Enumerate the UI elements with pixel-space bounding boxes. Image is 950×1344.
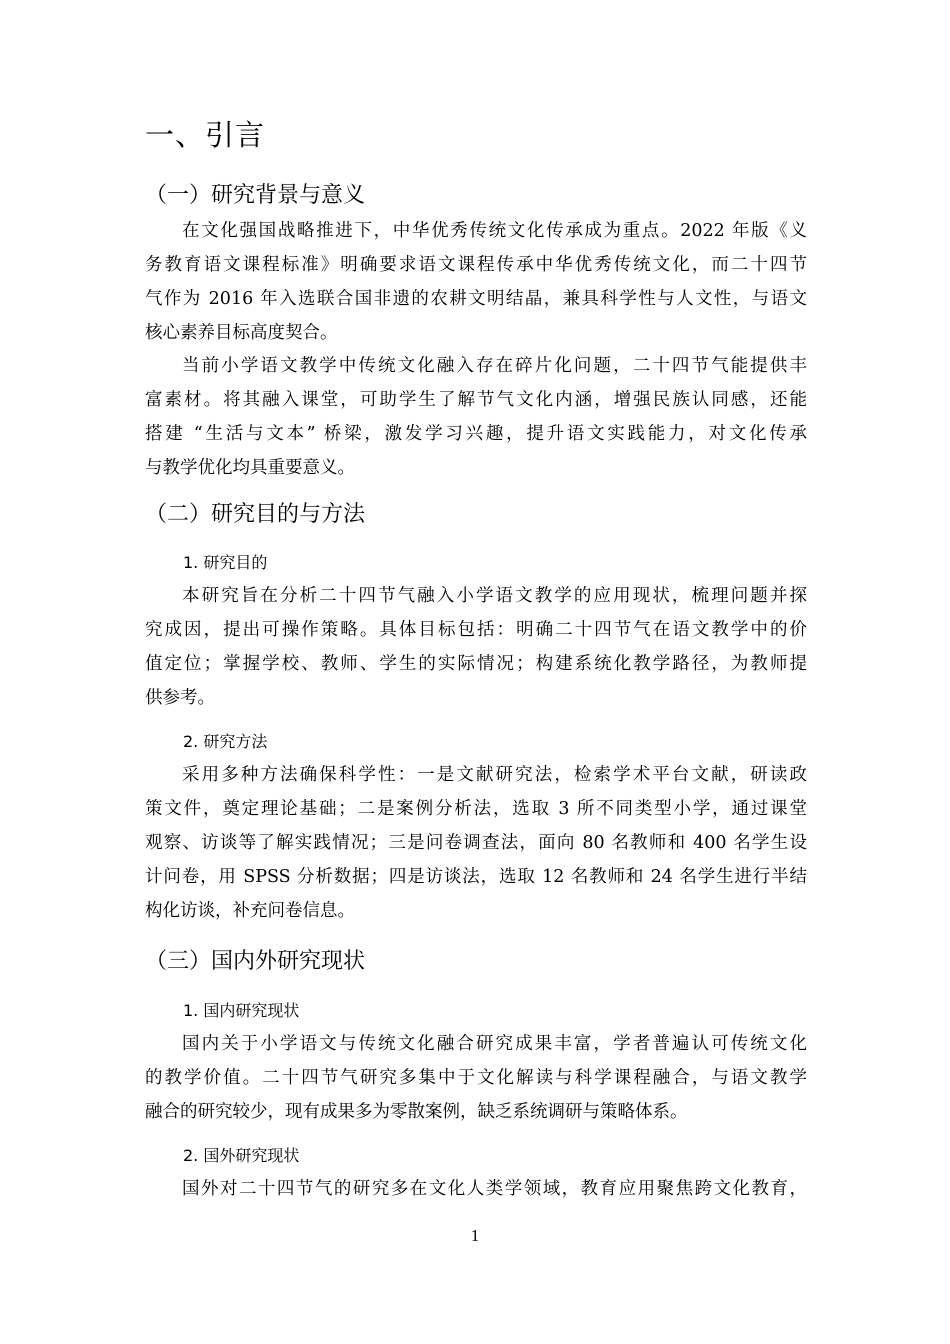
text-line: 构化访谈，补充问卷信息。 xyxy=(145,901,355,921)
text-line: 本研究旨在分析二十四节气融入小学语文教学的应用现状，梳理问题并探 xyxy=(182,586,807,606)
paragraph-purpose xyxy=(145,579,807,715)
text-line: 核心素养目标高度契合。 xyxy=(145,323,338,343)
text-line: 计问卷，用 SPSS 分析数据；四是访谈法，选取 12 名教师和 24 名学生进行半结 xyxy=(145,867,807,887)
text-line: 采用多种方法确保科学性：一是文献研究法，检索学术平台文献，研读政 xyxy=(182,765,807,785)
text-line: 究成因，提出可操作策略。具体目标包括：明确二十四节气在语文教学中的价 xyxy=(145,620,807,640)
subsection-heading-domestic: 1. 国内研究现状 xyxy=(183,1001,300,1020)
text-line: 供参考。 xyxy=(145,688,215,708)
text-line: 在文化强国战略推进下，中华优秀传统文化传承成为重点。2022 年版《义 xyxy=(182,221,807,241)
text-line: 与教学优化均具重要意义。 xyxy=(145,458,355,478)
paragraph-background-2 xyxy=(145,349,807,485)
paragraph-methods xyxy=(145,758,807,928)
section-heading-purpose-methods: （二）研究目的与方法 xyxy=(145,502,366,527)
paragraph-foreign xyxy=(145,1172,807,1206)
text-line: 策文件，奠定理论基础；二是案例分析法，选取 3 所不同类型小学，通过课堂 xyxy=(145,799,807,819)
subsection-heading-foreign: 2. 国外研究现状 xyxy=(183,1146,300,1165)
section-heading-literature: （三）国内外研究现状 xyxy=(145,949,366,974)
subsection-heading-methods: 2. 研究方法 xyxy=(183,732,268,751)
page-number: 1 xyxy=(470,1226,480,1245)
text-line: 国外对二十四节气的研究多在文化人类学领域，教育应用聚焦跨文化教育， xyxy=(182,1179,807,1199)
text-line: 搭建 “生活与文本” 桥梁，激发学习兴趣，提升语文实践能力，对文化传承 xyxy=(145,424,807,444)
text-line: 富素材。将其融入课堂，可助学生了解节气文化内涵，增强民族认同感，还能 xyxy=(145,390,807,410)
text-line: 当前小学语文教学中传统文化融入存在碎片化问题，二十四节气能提供丰 xyxy=(182,356,807,376)
chapter-heading: 一、引言 xyxy=(145,118,266,152)
section-heading-background: （一）研究背景与意义 xyxy=(145,183,366,208)
text-line: 融合的研究较少，现有成果多为零散案例，缺乏系统调研与策略体系。 xyxy=(145,1102,688,1122)
text-line: 值定位；掌握学校、教师、学生的实际情况；构建系统化教学路径，为教师提 xyxy=(145,654,807,674)
text-line: 的教学价值。二十四节气研究多集中于文化解读与科学课程融合，与语文教学 xyxy=(145,1068,807,1088)
text-line: 观察、访谈等了解实践情况；三是问卷调查法，面向 80 名教师和 400 名学生设 xyxy=(145,833,807,853)
paragraph-background-1 xyxy=(145,214,807,350)
text-line: 务教育语文课程标准》明确要求语文课程传承中华优秀传统文化，而二十四节 xyxy=(145,255,807,275)
paragraph-domestic xyxy=(145,1027,807,1129)
text-line: 气作为 2016 年入选联合国非遗的农耕文明结晶，兼具科学性与人文性，与语文 xyxy=(145,289,807,309)
subsection-heading-purpose: 1. 研究目的 xyxy=(183,553,268,572)
text-line: 国内关于小学语文与传统文化融合研究成果丰富，学者普遍认可传统文化 xyxy=(182,1034,807,1054)
